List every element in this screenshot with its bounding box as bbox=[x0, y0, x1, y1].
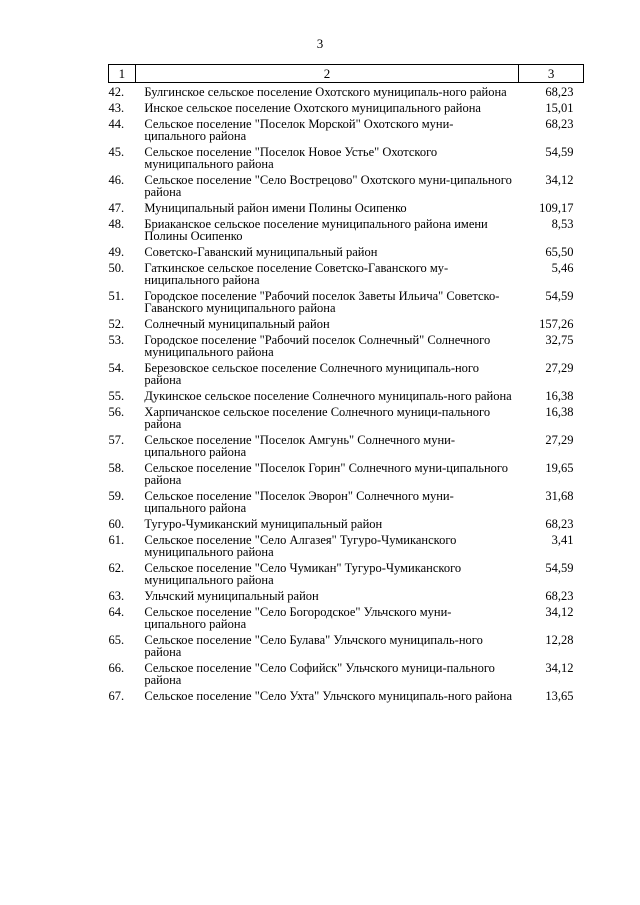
table-row bbox=[109, 102, 584, 118]
table-row bbox=[109, 218, 584, 246]
row-name: Сельское поселение "Поселок Эворон" Солнечного муни-ципального района bbox=[144, 489, 454, 515]
row-name: Советско-Гаванский муниципальный район bbox=[144, 245, 378, 259]
row-name: Сельское поселение "Поселок Горин" Солнечного муни-ципального района bbox=[144, 461, 508, 487]
page-number: 3 bbox=[316, 36, 324, 51]
row-value: 34,12 bbox=[545, 661, 574, 675]
table-row bbox=[109, 490, 584, 518]
row-name: Сельское поселение "Поселок Новое Устье" Охотского муниципального района bbox=[144, 145, 438, 171]
row-number: 66. bbox=[108, 661, 125, 675]
row-number: 64. bbox=[108, 605, 125, 619]
row-name: Инское сельское поселение Охотского муниципального района bbox=[144, 101, 481, 115]
row-value: 68,23 bbox=[545, 85, 574, 99]
row-number: 54. bbox=[108, 361, 125, 375]
row-name: Городское поселение "Рабочий поселок Заветы Ильича" Советско-Гаванского муниципального района bbox=[144, 289, 500, 315]
table-row bbox=[109, 146, 584, 174]
row-value: 13,65 bbox=[545, 689, 574, 703]
row-value: 31,68 bbox=[545, 489, 574, 503]
row-value: 54,59 bbox=[545, 561, 574, 575]
table-row bbox=[109, 174, 584, 202]
municipal-table bbox=[108, 64, 584, 706]
table-row bbox=[109, 318, 584, 334]
row-name: Муниципальный район имени Полины Осипенко bbox=[144, 201, 407, 215]
row-name: Дукинское сельское поселение Солнечного муниципаль-ного района bbox=[144, 389, 512, 403]
table-row bbox=[109, 434, 584, 462]
row-value: 27,29 bbox=[545, 361, 574, 375]
row-number: 42. bbox=[108, 85, 125, 99]
row-number: 59. bbox=[108, 489, 125, 503]
row-name: Тугуро-Чумиканский муниципальный район bbox=[144, 517, 383, 531]
table-row bbox=[109, 406, 584, 434]
row-number: 67. bbox=[108, 689, 125, 703]
table-row bbox=[109, 662, 584, 690]
row-number: 47. bbox=[108, 201, 125, 215]
header-col-2: 2 bbox=[135, 65, 518, 83]
row-number: 56. bbox=[108, 405, 125, 419]
row-number: 44. bbox=[108, 117, 125, 131]
row-number: 61. bbox=[108, 533, 125, 547]
row-number: 49. bbox=[108, 245, 125, 259]
row-value: 19,65 bbox=[545, 461, 574, 475]
table-row bbox=[109, 262, 584, 290]
header-col-3: 3 bbox=[519, 65, 584, 83]
table-row bbox=[109, 562, 584, 590]
row-number: 43. bbox=[108, 101, 125, 115]
row-value: 68,23 bbox=[545, 589, 574, 603]
row-name: Ульчский муниципальный район bbox=[144, 589, 319, 603]
row-name: Сельское поселение "Село Софийск" Ульчского муници-пального района bbox=[144, 661, 495, 687]
row-name: Городское поселение "Рабочий поселок Солнечный" Солнечного муниципального района bbox=[144, 333, 491, 359]
table-header-row bbox=[109, 65, 584, 83]
table-row bbox=[109, 118, 584, 146]
row-name: Сельское поселение "Село Вострецово" Охотского муни-ципального района bbox=[144, 173, 512, 199]
table-row bbox=[109, 202, 584, 218]
table-row bbox=[109, 518, 584, 534]
row-value: 16,38 bbox=[545, 405, 574, 419]
row-value: 3,41 bbox=[551, 533, 574, 547]
row-value: 15,01 bbox=[545, 101, 574, 115]
row-name: Сельское поселение "Село Ухта" Ульчского муниципаль-ного района bbox=[144, 689, 513, 703]
row-name: Сельское поселение "Село Булава" Ульчского муниципаль-ного района bbox=[144, 633, 483, 659]
row-number: 52. bbox=[108, 317, 125, 331]
row-number: 53. bbox=[108, 333, 125, 347]
row-number: 60. bbox=[108, 517, 125, 531]
row-value: 16,38 bbox=[545, 389, 574, 403]
row-number: 55. bbox=[108, 389, 125, 403]
row-value: 34,12 bbox=[545, 173, 574, 187]
row-name: Гаткинское сельское поселение Советско-Гаванского му-ниципального района bbox=[144, 261, 449, 287]
row-name: Бриаканское сельское поселение муниципального района имени Полины Осипенко bbox=[144, 217, 488, 243]
table-row bbox=[109, 390, 584, 406]
row-number: 65. bbox=[108, 633, 125, 647]
row-value: 68,23 bbox=[545, 517, 574, 531]
table-row bbox=[109, 334, 584, 362]
row-value: 34,12 bbox=[545, 605, 574, 619]
row-value: 27,29 bbox=[545, 433, 574, 447]
table-row bbox=[109, 83, 584, 103]
row-value: 5,46 bbox=[551, 261, 574, 275]
row-number: 51. bbox=[108, 289, 125, 303]
row-number: 46. bbox=[108, 173, 125, 187]
row-value: 157,26 bbox=[539, 317, 574, 331]
table-row bbox=[109, 462, 584, 490]
table-row bbox=[109, 634, 584, 662]
row-value: 12,28 bbox=[545, 633, 574, 647]
row-name: Солнечный муниципальный район bbox=[144, 317, 330, 331]
table-row bbox=[109, 590, 584, 606]
header-col-1: 1 bbox=[109, 65, 136, 83]
row-name: Сельское поселение "Село Алгазея" Тугуро-Чумиканского муниципального района bbox=[144, 533, 457, 559]
row-value: 8,53 bbox=[551, 217, 574, 231]
table-row bbox=[109, 246, 584, 262]
row-name: Сельское поселение "Поселок Морской" Охотского муни-ципального района bbox=[144, 117, 454, 143]
row-number: 62. bbox=[108, 561, 125, 575]
row-value: 54,59 bbox=[545, 289, 574, 303]
row-value: 65,50 bbox=[545, 245, 574, 259]
table-row bbox=[109, 362, 584, 390]
row-name: Сельское поселение "Село Богородское" Ульчского муни-ципального района bbox=[144, 605, 452, 631]
row-name: Сельское поселение "Село Чумикан" Тугуро-Чумиканского муниципального района bbox=[144, 561, 462, 587]
row-number: 57. bbox=[108, 433, 125, 447]
row-value: 68,23 bbox=[545, 117, 574, 131]
table-row bbox=[109, 534, 584, 562]
row-number: 45. bbox=[108, 145, 125, 159]
row-number: 63. bbox=[108, 589, 125, 603]
row-number: 48. bbox=[108, 217, 125, 231]
table-row bbox=[109, 606, 584, 634]
row-name: Булгинское сельское поселение Охотского муниципаль-ного района bbox=[144, 85, 507, 99]
row-value: 32,75 bbox=[545, 333, 574, 347]
row-name: Березовское сельское поселение Солнечного муниципаль-ного района bbox=[144, 361, 479, 387]
table-row bbox=[109, 690, 584, 706]
row-value: 54,59 bbox=[545, 145, 574, 159]
row-number: 58. bbox=[108, 461, 125, 475]
row-value: 109,17 bbox=[539, 201, 574, 215]
row-number: 50. bbox=[108, 261, 125, 275]
row-name: Сельское поселение "Поселок Амгунь" Солнечного муни-ципального района bbox=[144, 433, 455, 459]
row-name: Харпичанское сельское поселение Солнечного муници-пального района bbox=[144, 405, 491, 431]
table-body bbox=[109, 83, 584, 707]
table-row bbox=[109, 290, 584, 318]
